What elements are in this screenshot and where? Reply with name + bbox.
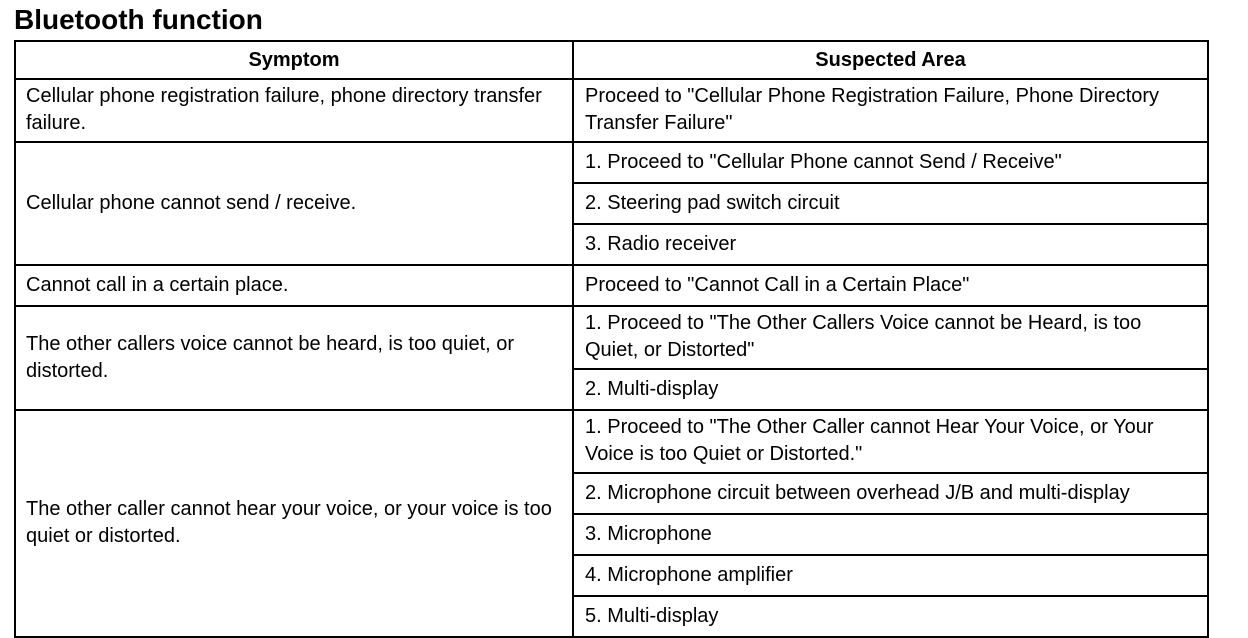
table-header-row	[15, 41, 1208, 79]
suspected-area-cell: 1. Proceed to "The Other Callers Voice cannot be Heard, is too Quiet, or Distorted"	[573, 306, 1208, 369]
suspected-area-cell: Proceed to "Cannot Call in a Certain Place"	[573, 265, 1208, 306]
table-row	[15, 79, 1208, 142]
suspected-area-cell: 3. Microphone	[573, 514, 1208, 555]
symptom-cell: Cannot call in a certain place.	[15, 265, 573, 306]
suspected-area-cell: 1. Proceed to "The Other Caller cannot Hear Your Voice, or Your Voice is too Quiet or Distorted."	[573, 410, 1208, 473]
symptom-cell: Cellular phone registration failure, phone directory transfer failure.	[15, 79, 573, 142]
symptom-table	[14, 40, 1209, 638]
table-row	[15, 306, 1208, 369]
table-row	[15, 410, 1208, 473]
symptom-cell: Cellular phone cannot send / receive.	[15, 142, 573, 265]
table-row	[15, 265, 1208, 306]
symptom-cell: The other caller cannot hear your voice, or your voice is too quiet or distorted.	[15, 410, 573, 637]
suspected-area-cell: 2. Microphone circuit between overhead J/B and multi-display	[573, 473, 1208, 514]
suspected-area-cell: 4. Microphone amplifier	[573, 555, 1208, 596]
suspected-area-cell: 1. Proceed to "Cellular Phone cannot Send / Receive"	[573, 142, 1208, 183]
suspected-area-cell: Proceed to "Cellular Phone Registration Failure, Phone Directory Transfer Failure"	[573, 79, 1208, 142]
page-title: Bluetooth function	[14, 4, 263, 35]
table-row	[15, 142, 1208, 183]
symptom-column-header: Symptom	[15, 41, 573, 79]
suspected-area-cell: 2. Multi-display	[573, 369, 1208, 410]
suspected-area-cell: 2. Steering pad switch circuit	[573, 183, 1208, 224]
suspected-area-cell: 5. Multi-display	[573, 596, 1208, 637]
symptom-cell: The other callers voice cannot be heard, is too quiet, or distorted.	[15, 306, 573, 410]
suspected-area-cell: 3. Radio receiver	[573, 224, 1208, 265]
suspected-area-column-header: Suspected Area	[573, 41, 1208, 79]
